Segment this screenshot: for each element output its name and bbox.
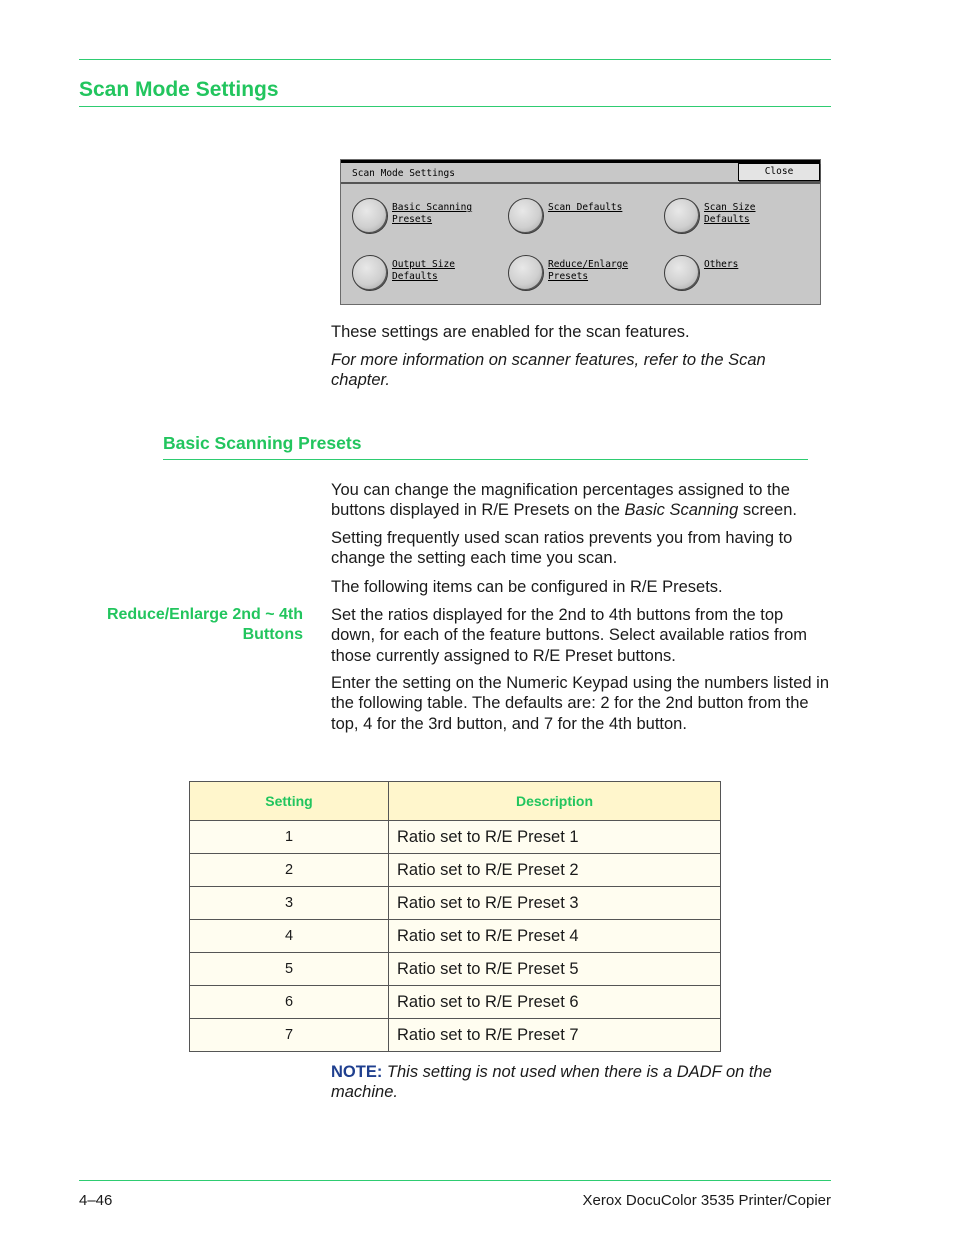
screen-title-divider: [341, 182, 820, 184]
setting-cell: 2: [190, 854, 389, 887]
description-cell: Ratio set to R/E Preset 4: [389, 920, 721, 953]
option-label: Scan Defaults: [548, 202, 623, 213]
round-button-icon: [664, 255, 700, 291]
sub-paragraph-2: Enter the setting on the Numeric Keypad using the numbers listed in the following table. The defaults are: 2 for the 2nd button from the top, 4 for the 3rd button, and 7 for the 4th button.: [331, 674, 830, 733]
section-paragraph-1-b: screen.: [738, 501, 797, 520]
intro-reference-text: For more information on scanner features, refer to the Scan chapter.: [331, 351, 766, 390]
others-button[interactable]: [664, 255, 814, 295]
option-label: Basic Scanning Presets: [392, 202, 473, 225]
option-label: Others: [704, 259, 739, 270]
section-paragraph-1-a: You can change the magnification percentages assigned to the buttons displayed in R/E Presets on the: [331, 481, 790, 520]
option-label: Output Size Defaults: [392, 259, 455, 282]
description-cell: Ratio set to R/E Preset 7: [389, 1019, 721, 1052]
setting-cell: 6: [190, 986, 389, 1019]
table-row: [190, 854, 721, 887]
setting-cell: 4: [190, 920, 389, 953]
scan-size-defaults-button[interactable]: [664, 198, 814, 238]
round-button-icon: [508, 255, 544, 291]
section-paragraph-2: Setting frequently used scan ratios prevents you from having to change the setting each time you scan.: [331, 529, 793, 568]
setting-cell: 5: [190, 953, 389, 986]
intro-reference: [331, 350, 801, 391]
section-paragraph-1: [331, 480, 831, 521]
table-row: [190, 1019, 721, 1052]
option-label: Reduce/Enlarge Presets: [548, 259, 629, 282]
table-row: [190, 821, 721, 854]
section-paragraph-1-em: Basic Scanning: [624, 501, 739, 520]
top-rule: [79, 59, 831, 60]
description-cell: Ratio set to R/E Preset 2: [389, 854, 721, 887]
close-button[interactable]: Close: [738, 163, 820, 181]
table-header-row: [190, 782, 721, 821]
output-size-defaults-button[interactable]: [352, 255, 502, 295]
intro-paragraph: These settings are enabled for the scan features.: [331, 323, 690, 341]
page-title: Scan Mode Settings: [79, 78, 279, 101]
screen-title: Scan Mode Settings: [352, 168, 455, 179]
note-label: NOTE:: [331, 1063, 383, 1081]
title-underline: [79, 106, 831, 107]
description-cell: Ratio set to R/E Preset 6: [389, 986, 721, 1019]
settings-table: [189, 781, 721, 1052]
scan-mode-settings-screen: [340, 159, 821, 305]
setting-cell: 1: [190, 821, 389, 854]
round-button-icon: [664, 198, 700, 234]
basic-scanning-presets-button[interactable]: [352, 198, 502, 238]
description-cell: Ratio set to R/E Preset 5: [389, 953, 721, 986]
note-paragraph: [331, 1062, 811, 1103]
table-row: [190, 953, 721, 986]
section-underline: [163, 459, 808, 460]
side-heading: Reduce/Enlarge 2nd ~ 4th Buttons: [106, 606, 303, 643]
section-paragraph-3: The following items can be configured in R/E Presets.: [331, 578, 723, 596]
setting-cell: 7: [190, 1019, 389, 1052]
table-row: [190, 986, 721, 1019]
reduce-enlarge-presets-button[interactable]: [508, 255, 658, 295]
table-header-setting: Setting: [190, 782, 389, 821]
page-number: 4–46: [79, 1192, 113, 1209]
round-button-icon: [352, 198, 388, 234]
round-button-icon: [352, 255, 388, 291]
description-cell: Ratio set to R/E Preset 1: [389, 821, 721, 854]
table-row: [190, 887, 721, 920]
footer-rule: [79, 1180, 831, 1181]
table-header-description: Description: [389, 782, 721, 821]
round-button-icon: [508, 198, 544, 234]
option-label: Scan Size Defaults: [704, 202, 756, 225]
product-name: Xerox DocuColor 3535 Printer/Copier: [582, 1192, 831, 1209]
setting-cell: 3: [190, 887, 389, 920]
table-row: [190, 920, 721, 953]
scan-defaults-button[interactable]: [508, 198, 658, 238]
sub-paragraph-1: Set the ratios displayed for the 2nd to 4th buttons from the top down, for each of the feature buttons. Select available ratios from those currently assigned to R/E Preset buttons.: [331, 606, 808, 665]
note-text: This setting is not used when there is a DADF on the machine.: [331, 1063, 772, 1102]
section-heading: Basic Scanning Presets: [163, 433, 362, 453]
description-cell: Ratio set to R/E Preset 3: [389, 887, 721, 920]
